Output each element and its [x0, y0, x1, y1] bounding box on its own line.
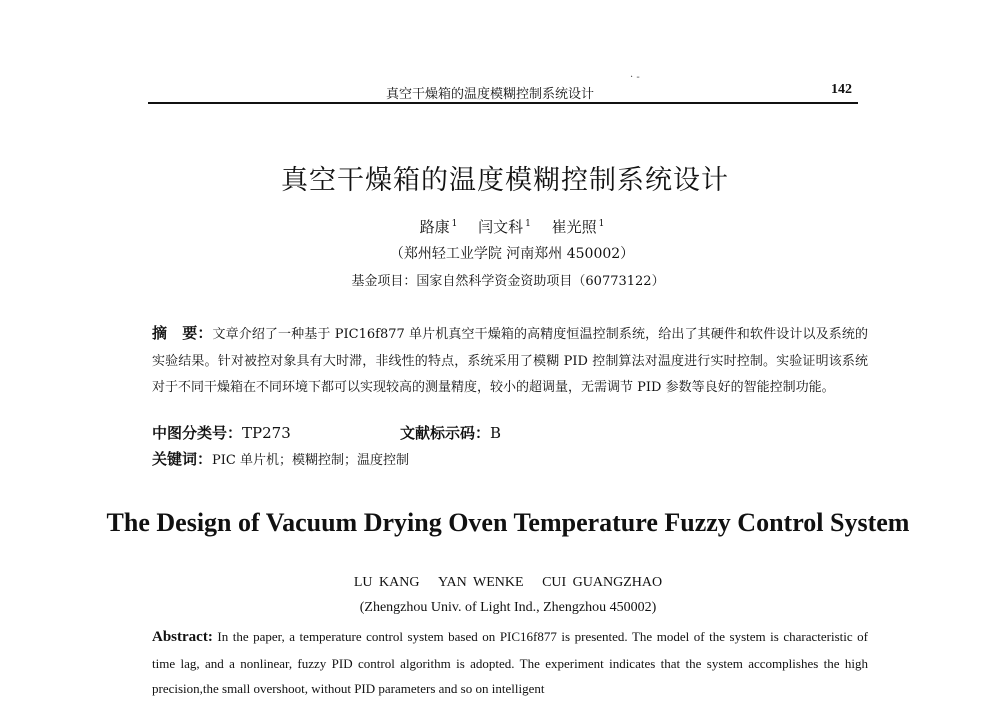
- abstract-en-label: Abstract:: [152, 629, 213, 645]
- affiliation-en: (Zhengzhou Univ. of Light Ind., Zhengzhou 450002): [359, 600, 657, 615]
- affiliation-cn: （郑州轻工业学院 河南郑州 450002）: [389, 246, 635, 262]
- keywords-label: 关键词：: [152, 450, 213, 468]
- doc-code: [400, 422, 501, 443]
- paper-title-cn: 真空干燥箱的温度模糊控制系统设计: [281, 165, 729, 196]
- running-header: [148, 80, 858, 104]
- abstract-cn-label: 摘 要：: [152, 324, 213, 342]
- authors-cn: [0, 216, 1000, 237]
- abstract-cn-text: 文章介绍了一种基于 PIC16f877 单片机真空干燥箱的高精度恒温控制系统，给出了其硬件和软件设计以及系统的实验结果。针对被控对象具有大时滞，非线性的特点，系统采用了模糊 PID 控制算法对温度进行实时控制。实验证明该系统对于不同干燥箱在不同环境下都可以实现较高的测量精度，较小的超调量，无需调节 PID 参数等良好的智能控制功能。: [152, 327, 868, 395]
- author-name: 路康 $^1$: [419, 218, 458, 236]
- abstract-cn: [152, 320, 868, 402]
- abstract-en-text: In the paper, a temperature control system based on PIC16f877 is presented. The model of the system is characteristic of time lag, and a nonlinear, fuzzy PID control algorithm is adopted. The experiment indicates that the system accomplishes the high precision,the small overshoot, without PID parameters and so on intelligent: [152, 629, 868, 696]
- scan-mark: · ‐: [630, 72, 640, 83]
- author-en: LU KANG: [353, 575, 420, 590]
- authors-en: [0, 575, 1000, 591]
- page-number: 142: [831, 82, 852, 97]
- running-title: 真空干燥箱的温度模糊控制系统设计: [386, 87, 595, 102]
- abstract-en: [152, 624, 868, 702]
- paper-title-en: The Design of Vacuum Drying Oven Temperature Fuzzy Control System: [106, 508, 910, 537]
- doc-code-value: B: [490, 424, 502, 442]
- keywords-text: PIC 单片机；模糊控制；温度控制: [212, 453, 409, 468]
- clc-value: TP273: [242, 424, 291, 442]
- classification-row: [152, 422, 868, 443]
- author-name: 闫文科 $^1$: [478, 218, 531, 236]
- keywords-cn: [152, 448, 868, 469]
- doc-code-label: 文献标示码：: [400, 424, 491, 442]
- fund-info: 基金项目：国家自然科学资金资助项目（60773122）: [351, 274, 665, 289]
- author-en: CUI GUANGZHAO: [542, 575, 663, 590]
- author-name: 崔光照 $^1$: [551, 218, 605, 236]
- clc-label: 中图分类号：: [152, 424, 243, 442]
- author-en: YAN WENKE: [437, 575, 524, 590]
